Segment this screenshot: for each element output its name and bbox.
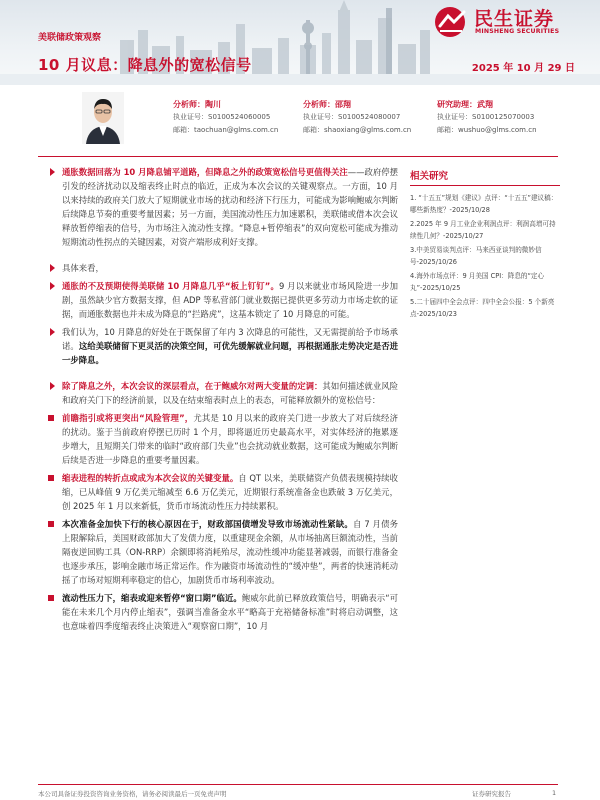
- reserves-text: 自 7 月债务上限解除后，美国财政部加大了发债力度，以重建现金余额，从市场抽离巨额流动性，当前隔夜逆回购工具（ON-RRP）余额即将消耗殆尽，流动性缓冲功能显著减弱，而银行准备金也逐步承压，影响金融市场正常运作。作为融资市场流动性的“缓冲垫”，两者的快速消耗动摇了市场对短期利率稳定的信心，加剧货币市场利率波动。: [62, 519, 398, 585]
- related-research-item[interactable]: 1. “十五五”规划《建议》点评：“十五五”建议稿：哪些新热度？-2025/10/28: [410, 194, 558, 214]
- key-points-text: 其如何描述就业风险和政府关门下的经济前景，以及在结束缩表时点上的表态，可能释放额外的宽松信号：: [62, 381, 399, 405]
- analyst-2-cert: 执业证号：S0100524080007: [303, 113, 401, 121]
- square-bullet-icon: [48, 415, 54, 421]
- company-logo: [432, 4, 592, 40]
- key-points-highlight: 除了降息之外，本次会议的深层看点，在于鲍威尔对两大变量的定调：: [62, 381, 323, 391]
- related-research-item[interactable]: 4.海外市场点评：9 月美国 CPI：降息的“定心丸”-2025/10/25: [410, 272, 545, 292]
- inflation-highlight: 通胀的不及预期使得美联储 10 月降息几乎“板上钉钉”。: [62, 281, 279, 291]
- footer-report-type: 证券研究报告: [472, 790, 511, 798]
- summary-highlight: 通胀数据回落为 10 月降息铺平道路，但降息之外的政策宽松信号更值得关注: [62, 167, 348, 177]
- analyst-1-email[interactable]: 邮箱：taochuan@glms.com.cn: [173, 126, 279, 134]
- paragraph-key-points: [38, 379, 398, 407]
- paragraph-inflation: [38, 279, 398, 321]
- analyst-2-name: 分析师：邵翔: [303, 100, 351, 109]
- subpoint-liquidity: [38, 591, 398, 633]
- analyst-photo: [82, 92, 124, 144]
- report-date: 2025 年 10 月 29 日: [471, 63, 575, 74]
- square-bullet-icon: [48, 521, 54, 527]
- analyst-2-email[interactable]: 邮箱：shaoxiang@glms.com.cn: [303, 126, 412, 134]
- liquidity-bold: 流动性压力下，缩表或迎来暂停“窗口期”临近。: [62, 593, 242, 603]
- triangle-bullet-icon: [50, 382, 55, 390]
- opinion-bold: 这给美联储留下更灵活的决策空间，可优先缓解就业问题，再根据通胀走势决定是否进一步降息。: [62, 341, 399, 365]
- related-research-item[interactable]: 2.2025 年 9 月工业企业利润点评：利润高增可持续性几何？-2025/10/27: [410, 220, 556, 240]
- analyst-3-email[interactable]: 邮箱：wushuo@glms.com.cn: [437, 126, 537, 134]
- reserves-bold: 本次准备金加快下行的核心原因在于，财政部国债增发导致市场流动性紧缺。: [62, 519, 353, 529]
- summary-text: ——政府停摆引发的经济扰动以及缩表终止时点的临近，正成为本次会议的关键观察点。一方面，10 月以来持续的政府关门放大了短期就业市场的扰动和经济下行压力，可能成为影响鲍威尔判断后续降息节奏的重要考量因素；另一方面，美国流动性压力加速累积，美联储或借本次会议释放暂停缩表的信号，为市场注入流动性支撑。“降息+暂停缩表”的双向宽松可能成为推动短期流动性拐点的关键因素，对资产端形成利好支撑。: [62, 167, 399, 247]
- inflation-text: 9 月以来就业市场风险进一步加剧，虽然缺少官方数据支撑，但 ADP 等私营部门就业数据已提供更多劳动力市场走软的证据，而通胀数据也并未成为降息的“拦路虎”，这基本锁定了 10 月降息的可能。: [62, 281, 398, 319]
- report-body: [38, 165, 398, 633]
- analyst-1-cert: 执业证号：S0100524060005: [173, 113, 271, 121]
- analyst-3-cert: 执业证号：S0100125070003: [437, 113, 535, 121]
- triangle-bullet-icon: [50, 168, 55, 176]
- guidance-text: 尤其是 10 月以来的政府关门进一步放大了对后续经济的扰动。鉴于当前政府停摆已历时 1 个月，即将逼近历史最高水平，对实体经济的拖累逐步增大，且短期关门带来的临时“政府部门失业”也会扰动就业数据，这可能成为鲍威尔判断后续是否进一步降息的重要考量因素。: [62, 413, 398, 465]
- header-banner: [0, 0, 600, 85]
- analyst-2: [303, 98, 411, 137]
- analyst-3: [437, 98, 537, 137]
- footer-divider: [38, 784, 558, 785]
- square-bullet-icon: [48, 475, 54, 481]
- report-category: 美联储政策观察: [38, 33, 102, 43]
- paragraph-summary: [38, 165, 398, 249]
- balance-sheet-highlight: 缩表进程的转折点或成为本次会议的关键变量。: [62, 473, 239, 483]
- related-research-item[interactable]: 5.二十届四中全会点评：四中全会公报：5 个新亮点-2025/10/23: [410, 298, 555, 318]
- related-research-item[interactable]: 3.中美贸易谈判点评：马来西亚谈判的微妙信号-2025/10/26: [410, 246, 542, 266]
- related-research-title: 相关研究: [410, 168, 560, 186]
- guidance-highlight: 前瞻指引或将更突出“风险管理”，: [62, 413, 194, 423]
- subpoint-guidance: [38, 411, 398, 467]
- logo-english-name: MINSHENG SECURITIES: [475, 28, 560, 35]
- subpoint-balance-sheet: [38, 471, 398, 513]
- subpoint-reserves: [38, 517, 398, 587]
- triangle-bullet-icon: [50, 264, 55, 272]
- footer-disclaimer: 本公司具备证券投资咨询业务资格，请务必阅读最后一页免责声明: [38, 790, 227, 798]
- logo-chinese-name: 民生证券: [474, 8, 555, 30]
- triangle-bullet-icon: [50, 328, 55, 336]
- intro-text: 具体来看，: [62, 263, 104, 273]
- analyst-1: [173, 98, 278, 137]
- header-divider: [38, 156, 558, 157]
- square-bullet-icon: [48, 595, 54, 601]
- page-number: 1: [552, 789, 557, 797]
- analyst-1-name: 分析师：陶川: [173, 100, 221, 109]
- paragraph-opinion: [38, 325, 398, 367]
- report-title: 10 月议息：降息外的宽松信号: [38, 56, 252, 74]
- minsheng-logo-icon: [434, 6, 470, 38]
- opinion-text: 我们认为，10 月降息的好处在于既保留了年内 3 次降息的可能性，又无需提前给予市场承诺。: [62, 327, 398, 351]
- balance-sheet-text: 自 QT 以来，美联储资产负债表规模持续收缩，已从峰值 9 万亿美元缩减至 6.6 万亿美元，近期银行系统准备金也跌破 3 万亿美元，创 2025 年 1 月以来新低，货币市场流动性压力持续累积。: [62, 473, 399, 511]
- analyst-3-name: 研究助理：武翔: [437, 100, 493, 109]
- paragraph-intro: [38, 261, 398, 275]
- triangle-bullet-icon: [50, 282, 55, 290]
- related-research-sidebar: [410, 168, 560, 322]
- liquidity-text: 鲍威尔此前已释放政策信号，明确表示“可能在未来几个月内停止缩表”，强调当准备金水平“略高于充裕储备标准”时将启动调整，这也意味着四季度缩表终止决策进入“观察窗口期”，10 月: [62, 593, 398, 631]
